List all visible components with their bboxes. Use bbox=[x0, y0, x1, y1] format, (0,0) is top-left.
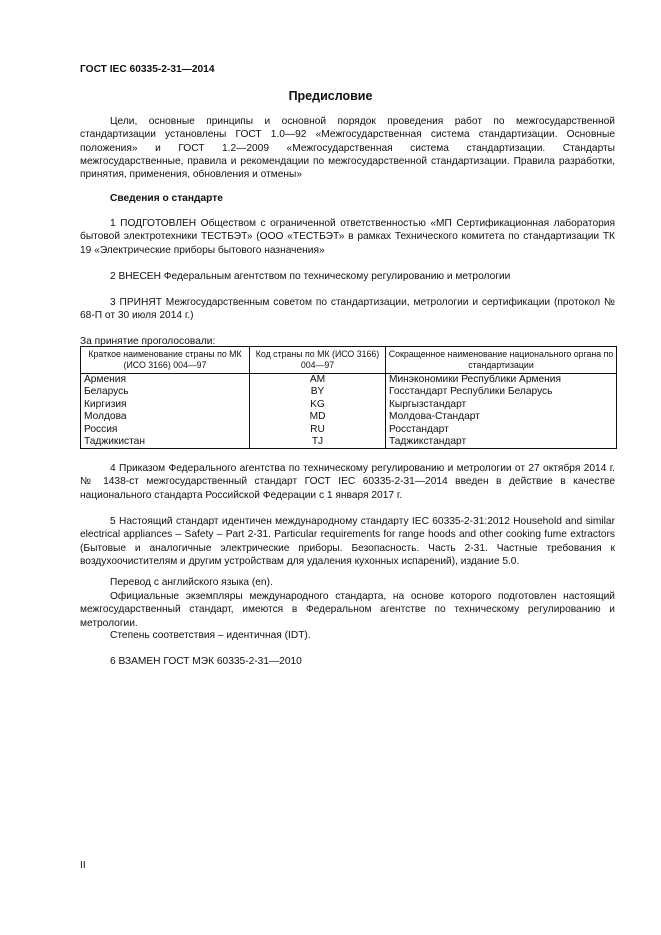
country-cell: Молдова bbox=[81, 411, 250, 423]
intro-paragraph: Цели, основные принципы и основной порядок проведения работ по межгосударственной стандартизации установлены ГОСТ 1.0—92 «Межгосударственная система стандартизации. Основные положения» и ГОСТ 1.2—2009 «Межгосударственная система стандартизации. Стандарты межгосударственные, правила и рекомендации по межгосударственной стандартизации. Правила разработки, принятия, применения, обновления и отмены» bbox=[80, 116, 615, 181]
body-cell: Госстандарт Республики Беларусь bbox=[386, 386, 617, 398]
column-header-code: Код страны по МК (ИСО 3166) 004—97 bbox=[250, 347, 386, 374]
section-title: Сведения о стандарте bbox=[110, 193, 223, 204]
page-number: II bbox=[80, 860, 86, 871]
body-cell: Кыргызстандарт bbox=[386, 399, 617, 411]
code-cell: AM bbox=[250, 374, 386, 387]
item-2-paragraph: 2 ВНЕСЕН Федеральным агентством по техническому регулированию и метрологии bbox=[110, 271, 511, 282]
page-title: Предисловие bbox=[288, 89, 373, 103]
document-code-header: ГОСТ IEC 60335-2-31—2014 bbox=[80, 64, 215, 75]
country-cell: Киргизия bbox=[81, 399, 250, 411]
column-header-body: Сокращенное наименование национального органа по стандартизации bbox=[386, 347, 617, 374]
code-cell: TJ bbox=[250, 436, 386, 449]
column-header-country: Краткое наименование страны по МК (ИСО 3166) 004—97 bbox=[81, 347, 250, 374]
country-cell: Беларусь bbox=[81, 386, 250, 398]
table-row bbox=[81, 411, 617, 423]
body-cell: Минэкономики Республики Армения bbox=[386, 374, 617, 387]
item-3-paragraph: 3 ПРИНЯТ Межгосударственным советом по стандартизации, метрологии и сертификации (протокол № 68-П от 30 июля 2014 г.) bbox=[80, 297, 615, 322]
item-1-paragraph: 1 ПОДГОТОВЛЕН Обществом с ограниченной ответственностью «МП Сертификационная лаборатория бытовой электротехники ТЕСТБЭТ» (ООО «ТЕСТБЭТ» в рамках Технического комитета по стандартизации ТК 19 «Электрические приборы бытового назначения» bbox=[80, 218, 615, 256]
table-row bbox=[81, 424, 617, 436]
table-row bbox=[81, 374, 617, 387]
code-cell: KG bbox=[250, 399, 386, 411]
body-cell: Росстандарт bbox=[386, 424, 617, 436]
table-row bbox=[81, 399, 617, 411]
body-cell: Молдова-Стандарт bbox=[386, 411, 617, 423]
item-5-paragraph: 5 Настоящий стандарт идентичен международному стандарту IEC 60335-2-31:2012 Household and similar electrical appliances – Safety – Part 2-31. Particular requirements for range hoods and other cooking fume extractors (Бытовые и аналогичные электрические приборы. Безопасность. Часть 2-31. Частные требования к воздухоочистителям и другим устройствам для удаления кухонных испарений), издание 5.0. bbox=[80, 516, 615, 567]
table-row bbox=[81, 436, 617, 449]
country-cell: Таджикистан bbox=[81, 436, 250, 449]
item-6-paragraph: 6 ВЗАМЕН ГОСТ МЭК 60335-2-31—2010 bbox=[110, 656, 302, 667]
table-header-row bbox=[81, 347, 617, 374]
item-4-paragraph: 4 Приказом Федерального агентства по техническому регулированию и метрологии от 27 октября 2014 г. № 1438-ст межгосударственный стандарт ГОСТ IEC 60335-2-31—2014 введен в действие в качестве национального стандарта Российской Федерации с 1 января 2017 г. bbox=[80, 463, 615, 501]
voting-countries-table bbox=[80, 346, 617, 449]
table-row bbox=[81, 386, 617, 398]
degree-of-conformity: Степень соответствия – идентичная (IDT). bbox=[110, 630, 311, 641]
code-cell: BY bbox=[250, 386, 386, 398]
country-cell: Россия bbox=[81, 424, 250, 436]
code-cell: RU bbox=[250, 424, 386, 436]
table-caption: За принятие проголосовали: bbox=[80, 336, 216, 347]
country-cell: Армения bbox=[81, 374, 250, 387]
body-cell: Таджикстандарт bbox=[386, 436, 617, 449]
code-cell: MD bbox=[250, 411, 386, 423]
official-copies-note: Официальные экземпляры международного стандарта, на основе которого подготовлен настоящий межгосударственный стандарт, имеются в Федеральном агентстве по техническому регулированию и метрологии. bbox=[80, 591, 615, 629]
translation-note: Перевод с английского языка (en). bbox=[110, 577, 273, 588]
